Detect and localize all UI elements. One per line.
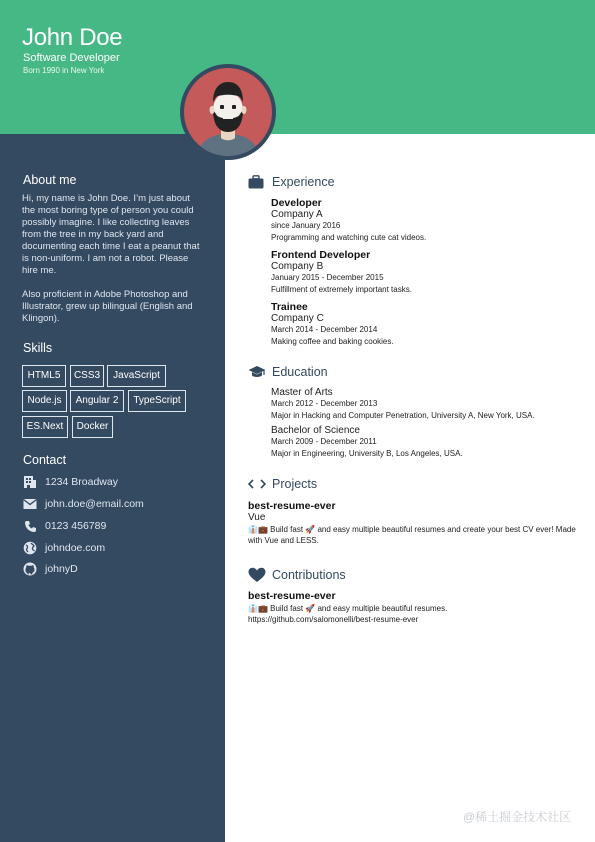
experience-item xyxy=(271,301,581,347)
experience-position: Trainee xyxy=(271,301,308,313)
contact-github-text[interactable]: johnyD xyxy=(45,563,78,575)
education-title: Education xyxy=(272,365,328,379)
experience-company: Company A xyxy=(271,209,323,220)
contributions-title: Contributions xyxy=(272,568,346,582)
contact-phone[interactable] xyxy=(22,518,106,534)
contact-github[interactable] xyxy=(22,561,78,577)
about-text xyxy=(22,193,204,325)
contact-address-text: 1234 Broadway xyxy=(45,476,118,488)
globe-icon xyxy=(22,540,38,556)
experience-item xyxy=(271,249,581,295)
about-paragraph: Hi, my name is John Doe. I’m just about the most boring type of person you could possibly imagine. I like collecting leaves from the tree in my back yard and documenting each time I eat a peanut that is non-uniform. I am not a robot. Please hire me. xyxy=(22,193,200,276)
education-heading xyxy=(248,364,328,380)
person-position: Software Developer xyxy=(23,52,120,64)
education-description: Major in Engineering, University B, Los Angeles, USA. xyxy=(271,449,463,458)
watermark: @稀土掘金技术社区 xyxy=(463,810,572,824)
skill-badge: Docker xyxy=(72,416,113,438)
contact-address xyxy=(22,474,118,490)
github-icon xyxy=(22,561,38,577)
experience-heading xyxy=(248,174,335,190)
project-platform: Vue xyxy=(248,512,266,523)
skill-badge: ES.Next xyxy=(22,416,68,438)
experience-title: Experience xyxy=(272,175,335,189)
header-banner xyxy=(0,0,595,134)
experience-position: Developer xyxy=(271,197,322,209)
experience-company: Company B xyxy=(271,261,324,272)
contribution-item xyxy=(248,590,578,625)
experience-description: Making coffee and baking cookies. xyxy=(271,337,394,346)
person-name: John Doe xyxy=(22,24,123,51)
skills-title: Skills xyxy=(23,341,53,355)
experience-time: January 2015 - December 2015 xyxy=(271,273,384,282)
contact-website-text[interactable]: johndoe.com xyxy=(45,542,106,554)
experience-time: since January 2016 xyxy=(271,221,341,230)
about-paragraph: Also proficient in Adobe Photoshop and Illustrator, grew up bilingual (English and Klingon). xyxy=(22,289,193,324)
experience-company: Company C xyxy=(271,313,324,324)
skill-badge: CSS3 xyxy=(70,365,104,387)
contact-email-text[interactable]: john.doe@email.com xyxy=(45,498,144,510)
building-icon xyxy=(22,474,38,490)
contact-phone-text[interactable]: 0123 456789 xyxy=(45,520,107,532)
experience-time: March 2014 - December 2014 xyxy=(271,325,378,334)
project-description: 👔💼 Build fast 🚀 and easy multiple beautiful resumes and create your best CV ever! Made with Vue and LESS. xyxy=(248,525,576,545)
education-time: March 2009 - December 2011 xyxy=(271,437,377,446)
contribution-url[interactable]: https://github.com/salomonelli/best-resume-ever xyxy=(248,615,419,624)
skill-badge: Node.js xyxy=(22,390,67,412)
experience-item xyxy=(271,197,581,243)
envelope-icon xyxy=(22,496,38,512)
contact-website[interactable] xyxy=(22,540,105,556)
contributions-heading xyxy=(248,567,346,583)
contribution-name: best-resume-ever xyxy=(248,590,336,602)
project-item xyxy=(248,500,578,546)
heart-icon xyxy=(248,567,266,583)
education-item xyxy=(271,425,581,459)
education-degree: Master of Arts xyxy=(271,387,333,398)
briefcase-icon xyxy=(248,174,266,190)
contact-email[interactable] xyxy=(22,496,144,512)
avatar xyxy=(180,64,276,160)
projects-title: Projects xyxy=(272,477,318,491)
education-item xyxy=(271,387,581,421)
project-name: best-resume-ever xyxy=(248,500,336,512)
education-description: Major in Hacking and Computer Penetration, University A, New York, USA. xyxy=(271,411,535,420)
skill-badge: Angular 2 xyxy=(70,390,124,412)
contribution-description: 👔💼 Build fast 🚀 and easy multiple beautiful resumes. xyxy=(248,604,448,613)
phone-icon xyxy=(22,518,38,534)
experience-position: Frontend Developer xyxy=(271,249,371,261)
contact-title: Contact xyxy=(23,453,67,467)
graduation-cap-icon xyxy=(248,364,266,380)
education-time: March 2012 - December 2013 xyxy=(271,399,378,408)
code-icon xyxy=(248,476,266,492)
skill-badge: HTML5 xyxy=(22,365,66,387)
about-title: About me xyxy=(23,173,77,187)
projects-heading xyxy=(248,476,317,492)
person-born: Born 1990 in New York xyxy=(23,66,105,75)
experience-description: Programming and watching cute cat videos. xyxy=(271,233,427,242)
skill-badge: JavaScript xyxy=(107,365,166,387)
skill-badge: TypeScript xyxy=(128,390,186,412)
education-degree: Bachelor of Science xyxy=(271,425,360,436)
experience-description: Fulfillment of extremely important tasks. xyxy=(271,285,412,294)
